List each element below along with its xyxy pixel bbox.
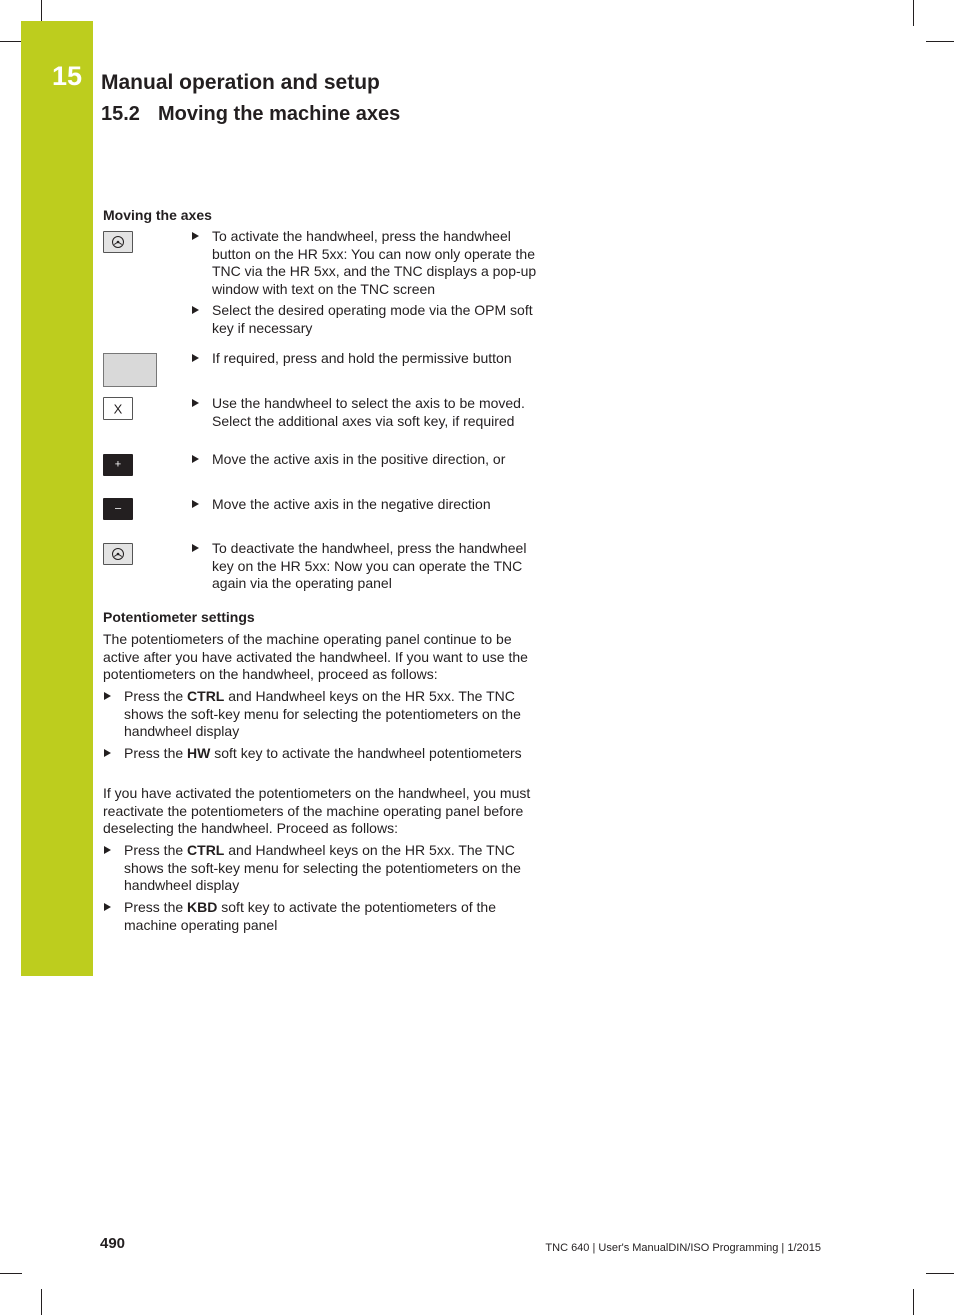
- section-name: Moving the machine axes: [158, 103, 401, 125]
- triangle-bullet-icon: [104, 749, 111, 757]
- section-number: 15.2: [101, 103, 140, 125]
- section-title: [101, 103, 400, 126]
- crop-mark: [926, 1273, 954, 1274]
- crop-mark: [41, 1289, 42, 1315]
- list-item: Press the CTRL and Handwheel keys on the HR 5xx. The TNC shows the soft-key menu for selecting the potentiometers on the handwheel display: [103, 842, 543, 895]
- triangle-bullet-icon: [192, 354, 199, 362]
- axis-x-key: X: [103, 397, 133, 420]
- triangle-bullet-icon: [192, 500, 199, 508]
- plus-key: +: [103, 454, 133, 476]
- triangle-bullet-icon: [104, 846, 111, 854]
- triangle-bullet-icon: [192, 399, 199, 407]
- crop-mark: [913, 1289, 914, 1315]
- step-select-axis: Use the handwheel to select the axis to be moved. Select the additional axes via soft key, if required: [192, 395, 542, 430]
- crop-mark: [0, 41, 22, 42]
- triangle-bullet-icon: [104, 903, 111, 911]
- triangle-bullet-icon: [192, 455, 199, 463]
- footer-text: TNC 640 | User's ManualDIN/ISO Programming | 1/2015: [545, 1242, 821, 1254]
- list-item: Press the HW soft key to activate the handwheel potentiometers: [103, 745, 543, 763]
- step-permissive: If required, press and hold the permissive button: [192, 350, 542, 368]
- triangle-bullet-icon: [192, 544, 199, 552]
- list-item: Press the CTRL and Handwheel keys on the HR 5xx. The TNC shows the soft-key menu for selecting the potentiometers on the handwheel display: [103, 688, 543, 741]
- chapter-tab: [21, 21, 93, 976]
- page-number: 490: [100, 1235, 126, 1252]
- chapter-number: 15: [52, 61, 83, 91]
- step-negative: Move the active axis in the negative direction: [192, 496, 542, 514]
- potentiometer-intro: The potentiometers of the machine operating panel continue to be active after you have activated the handwheel. If you want to use the potentiometers on the handwheel, proceed as follows:: [103, 631, 528, 683]
- moving-axes-heading: Moving the axes: [103, 207, 212, 223]
- triangle-bullet-icon: [192, 232, 199, 240]
- step-deactivate-handwheel: To deactivate the handwheel, press the handwheel key on the HR 5xx: Now you can operate the TNC again via the operating panel: [192, 540, 542, 593]
- potentiometer-heading: Potentiometer settings: [103, 609, 255, 625]
- crop-mark: [926, 41, 954, 42]
- triangle-bullet-icon: [192, 306, 199, 314]
- minus-key: –: [103, 498, 133, 520]
- handwheel-key-off: [103, 543, 133, 565]
- step-activate-handwheel: To activate the handwheel, press the handwheel button on the HR 5xx: You can now only operate the TNC via the HR 5xx, and the TNC displays a pop-up window with text on the TNC screen: [192, 228, 542, 298]
- handwheel-icon: [111, 235, 125, 249]
- list-item: Press the KBD soft key to activate the potentiometers of the machine operating panel: [103, 899, 543, 934]
- permissive-key: [103, 353, 157, 387]
- crop-mark: [913, 0, 914, 26]
- chapter-title: Manual operation and setup: [101, 71, 380, 94]
- handwheel-key-on: [103, 231, 133, 253]
- triangle-bullet-icon: [104, 692, 111, 700]
- crop-mark: [0, 1273, 22, 1274]
- step-positive: Move the active axis in the positive direction, or: [192, 451, 542, 469]
- potentiometer-middle: If you have activated the potentiometers on the handwheel, you must reactivate the potentiometers of the machine operating panel before deselecting the handwheel. Proceed as follows:: [103, 785, 531, 837]
- step-select-mode: Select the desired operating mode via the OPM soft key if necessary: [192, 302, 542, 337]
- handwheel-icon: [111, 547, 125, 561]
